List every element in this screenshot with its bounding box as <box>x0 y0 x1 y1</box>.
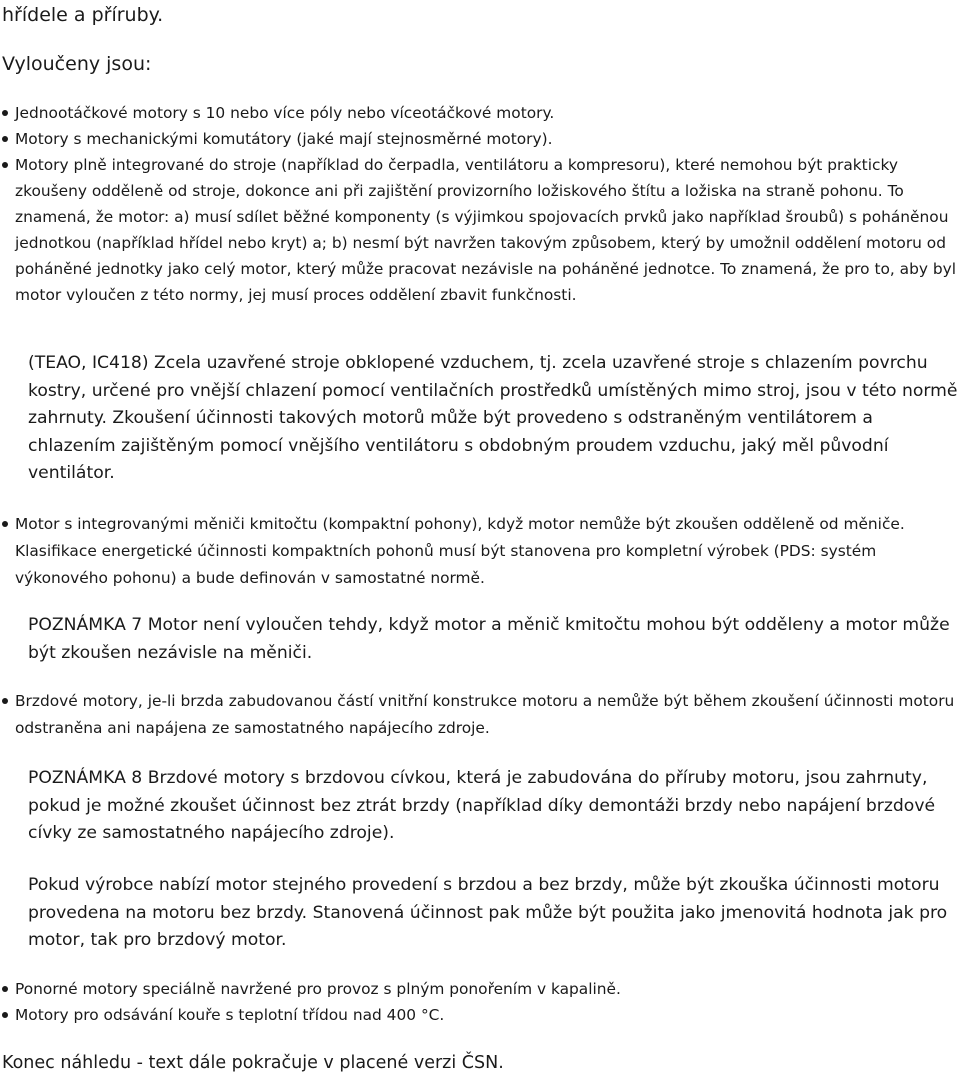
note-brake-option: Pokud výrobce nabízí motor stejného provedení s brzdou a bez brzdy, může být zkouška účinnosti motoru provedena na motoru bez brzdy. Stanovená účinnost pak může být použita jako jmenovitá hodnota jak pro motor, tak pro brzdový motor. <box>28 875 948 950</box>
list-item: Jednootáčkové motory s 10 nebo více póly nebo víceotáčkové motory. <box>0 100 960 126</box>
note-teao: (TEAO, IC418) Zcela uzavřené stroje obklopené vzduchem, tj. zcela uzavřené stroje s chlazením povrchu kostry, určené pro vnější chlazení pomocí ventilačních prostředků umístěných mimo stroj, jsou v této normě zahrnuty. Zkoušení účinnosti takových motorů může být provedeno s odstraněným ventilátorem a chlazením zajištěným pomocí vnějšího ventilátoru s obdobným proudem vzduchu, jaký měl původní ventilátor. <box>28 353 958 483</box>
note-7: POZNÁMKA 7 Motor není vyloučen tehdy, když motor a měnič kmitočtu mohou být odděleny a motor může být zkoušen nezávisle na měniči. <box>28 615 950 663</box>
excluded-list-compact-drives <box>0 511 960 592</box>
list-item: Motory pro odsávání kouře s teplotní třídou nad 400 °C. <box>0 1002 960 1028</box>
list-item: Motory plně integrované do stroje (například do čerpadla, ventilátoru a kompresoru), které nemohou být prakticky zkoušeny odděleně od stroje, dokonce ani při zajištění provizorního ložiskového štítu a ložiska na straně pohonu. To znamená, že motor: a) musí sdílet běžné komponenty (s výjimkou spojovacích prvků jako například šroubů) s poháněnou jednotkou (například hřídel nebo kryt) a; b) nesmí být navržen takovým způsobem, který by umožnil oddělení motoru od poháněné jednotky jako celý motor, který může pracovat nezávisle na poháněné jednotce. To znamená, že pro to, aby byl motor vyloučen z této normy, jej musí proces oddělení zbavit funkčnosti. <box>0 152 960 308</box>
excluded-list <box>0 100 960 308</box>
excluded-heading: Vyloučeny jsou: <box>2 53 152 75</box>
continued-text: hřídele a příruby. <box>2 4 164 26</box>
excluded-list-brake-motors <box>0 688 960 742</box>
list-item: Motor s integrovanými měniči kmitočtu (kompaktní pohony), když motor nemůže být zkoušen odděleně od měniče. Klasifikace energetické účinnosti kompaktních pohonů musí být stanovena pro kompletní výrobek (PDS: systém výkonového pohonu) a bude definován v samostatné normě. <box>0 511 960 592</box>
list-item: Motory s mechanickými komutátory (jaké mají stejnosměrné motory). <box>0 126 960 152</box>
excluded-list-special <box>0 976 960 1028</box>
note-8: POZNÁMKA 8 Brzdové motory s brzdovou cívkou, která je zabudována do příruby motoru, jsou zahrnuty, pokud je možné zkoušet účinnost bez ztrát brzdy (například díky demontáži brzdy nebo napájení brzdové cívky ze samostatného napájecího zdroje). <box>28 768 936 843</box>
list-item: Brzdové motory, je-li brzda zabudovanou částí vnitřní konstrukce motoru a nemůže být během zkoušení účinnosti motoru odstraněna ani napájena ze samostatného napájecího zdroje. <box>0 688 960 742</box>
preview-end-notice: Konec náhledu - text dále pokračuje v placené verzi ČSN. <box>2 1053 504 1073</box>
list-item: Ponorné motory speciálně navržené pro provoz s plným ponořením v kapalině. <box>0 976 960 1002</box>
